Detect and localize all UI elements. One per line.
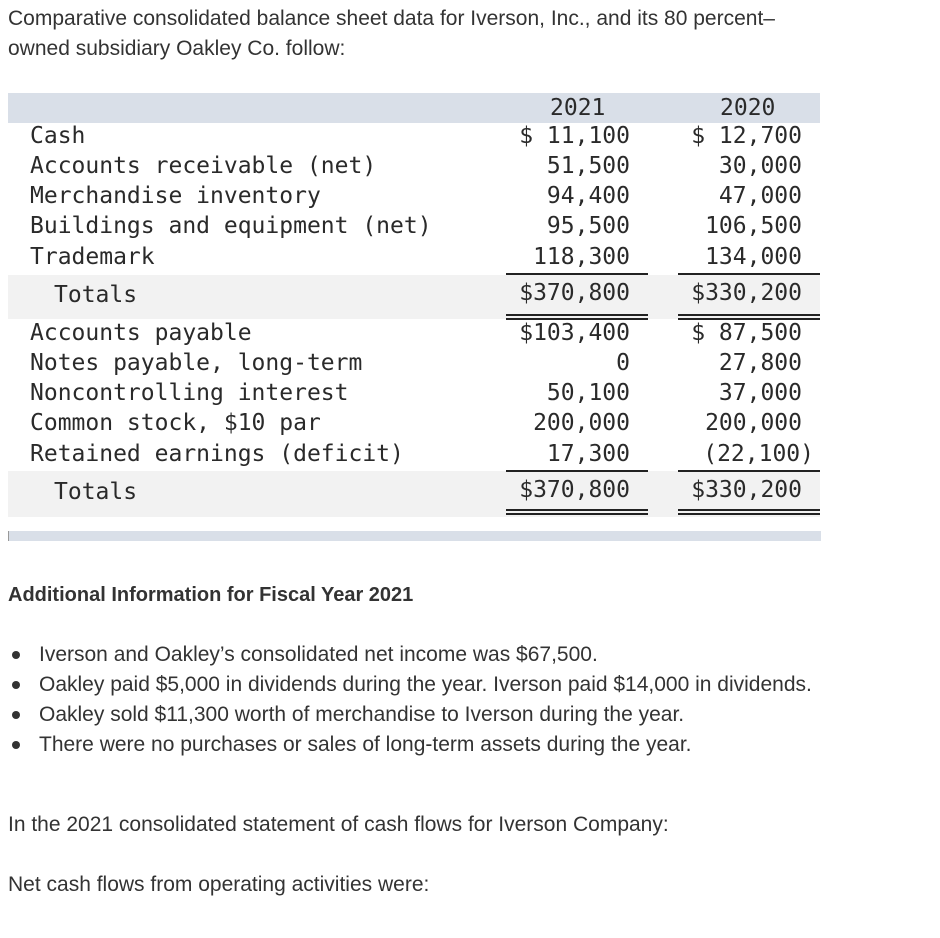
column-header-2021: 2021	[550, 95, 606, 121]
value-2020: 37,000	[718, 380, 802, 406]
bullet-icon	[12, 711, 20, 719]
value-2020: 47,000	[718, 183, 802, 209]
liabilities-totals-label: Totals	[54, 479, 138, 505]
value-2021: 118,300	[533, 244, 630, 270]
row-label: Retained earnings (deficit)	[30, 441, 404, 467]
row-label: Accounts receivable (net)	[30, 153, 377, 179]
list-item	[8, 670, 938, 700]
balance-sheet-table	[8, 93, 820, 541]
additional-info-title: Additional Information for Fiscal Year 2021	[8, 584, 414, 606]
value-2020: $ 87,500	[691, 320, 802, 346]
list-item	[8, 640, 938, 670]
list-item	[8, 730, 938, 760]
bullet-icon	[12, 651, 20, 659]
table-bottom-band	[8, 531, 821, 541]
value-2021: $ 11,100	[519, 123, 630, 149]
subtotal-underline-2021	[506, 273, 648, 275]
bullet-icon	[12, 681, 20, 689]
value-2021: 51,500	[546, 153, 630, 179]
value-2021: 95,500	[546, 213, 630, 239]
assets-totals-label: Totals	[54, 282, 138, 308]
value-2020: (22,100)	[703, 441, 814, 467]
table-header-band	[8, 93, 820, 123]
list-item	[8, 700, 938, 730]
total-double-underline-2021	[506, 509, 648, 515]
list-item-text: Oakley paid $5,000 in dividends during the year. Iverson paid $14,000 in dividends.	[39, 673, 812, 696]
question-intro: In the 2021 consolidated statement of cash flows for Iverson Company:	[8, 813, 669, 836]
column-header-2020: 2020	[720, 95, 776, 121]
list-item-text: Oakley sold $11,300 worth of merchandise to Iverson during the year.	[39, 703, 685, 726]
assets-total-2021: $370,800	[519, 280, 630, 306]
value-2020: 200,000	[705, 410, 802, 436]
value-2021: 0	[616, 350, 630, 376]
value-2021: 50,100	[546, 380, 630, 406]
value-2020: 106,500	[705, 213, 802, 239]
list-item-text: Iverson and Oakley’s consolidated net income was $67,500.	[39, 643, 598, 666]
row-label: Accounts payable	[30, 320, 252, 346]
subtotal-underline-2020	[678, 470, 820, 472]
row-label: Noncontrolling interest	[30, 380, 349, 406]
bullet-icon	[12, 741, 20, 749]
subtotal-underline-2020	[678, 273, 820, 275]
problem-intro-line-2: owned subsidiary Oakley Co. follow:	[8, 37, 346, 60]
value-2021: 94,400	[546, 183, 630, 209]
value-2021: $103,400	[519, 320, 630, 346]
value-2021: 17,300	[546, 441, 630, 467]
assets-total-2020: $330,200	[691, 280, 802, 306]
value-2021: 200,000	[533, 410, 630, 436]
value-2020: 27,800	[718, 350, 802, 376]
liabilities-total-2021: $370,800	[519, 477, 630, 503]
row-label: Common stock, $10 par	[30, 410, 321, 436]
row-label: Notes payable, long-term	[30, 350, 363, 376]
liabilities-total-2020: $330,200	[691, 477, 802, 503]
list-item-text: There were no purchases or sales of long-term assets during the year.	[39, 733, 692, 756]
value-2020: 30,000	[718, 153, 802, 179]
value-2020: 134,000	[705, 244, 802, 270]
problem-intro	[8, 4, 908, 64]
problem-intro-line-1: Comparative consolidated balance sheet data for Iverson, Inc., and its 80 percent–	[8, 7, 775, 30]
row-label: Merchandise inventory	[30, 183, 321, 209]
total-double-underline-2020	[678, 509, 820, 515]
row-label: Cash	[30, 123, 86, 149]
subtotal-underline-2021	[506, 470, 648, 472]
row-label: Trademark	[30, 244, 155, 270]
question-prompt: Net cash flows from operating activities were:	[8, 873, 430, 896]
value-2020: $ 12,700	[691, 123, 802, 149]
row-label: Buildings and equipment (net)	[30, 213, 432, 239]
additional-info-list	[8, 640, 938, 760]
